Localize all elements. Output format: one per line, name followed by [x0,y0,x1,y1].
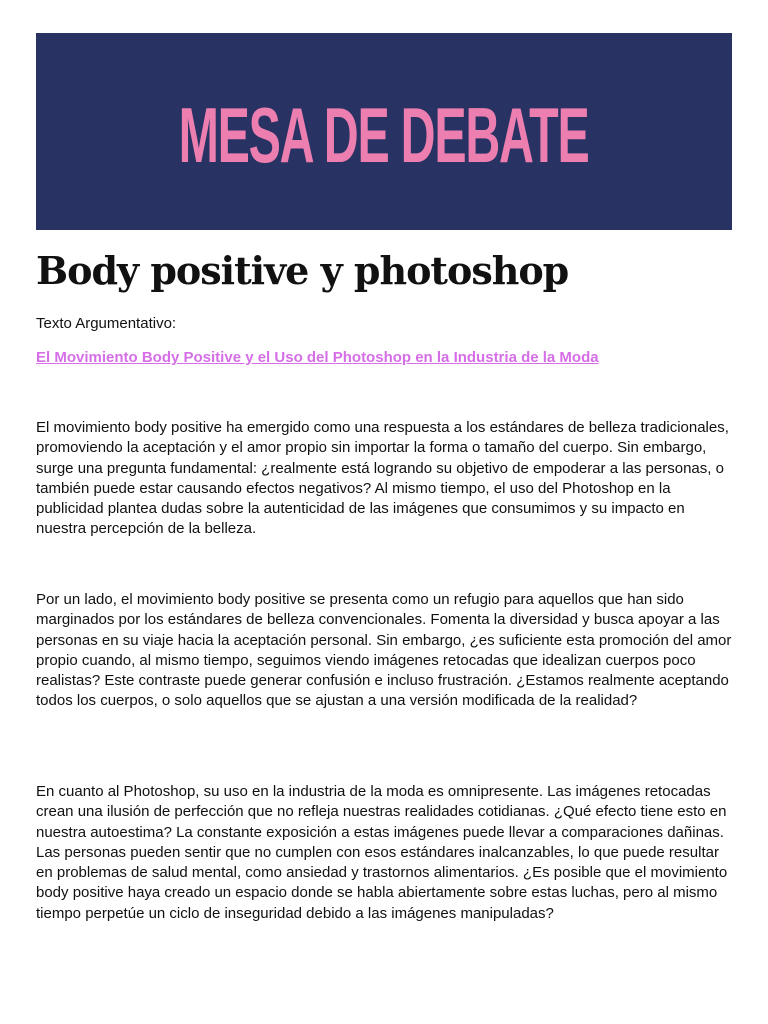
article-link[interactable]: El Movimiento Body Positive y el Uso del Photoshop en la Industria de la Moda [36,349,599,366]
paragraph-3: En cuanto al Photoshop, su uso en la industria de la moda es omnipresente. Las imágenes retocadas crean una ilusión de perfección que no refleja nuestras realidades cotidianas. ¿Qué efecto tiene esto en nuestra autoestima? La constante exposición a estas imágenes puede llevar a comparaciones dañinas. Las personas pueden sentir que no cumplen con esos estándares inalcanzables, lo que puede resultar en problemas de salud mental, como ansiedad y trastornos alimentarios. ¿Es posible que el movimiento body positive haya creado un espacio donde se habla abiertamente sobre estas luchas, pero al mismo tiempo perpetúe un ciclo de inseguridad debido a las imágenes manipuladas? [36,783,728,922]
page-title: Body positive y photoshop [36,248,569,293]
header-banner [36,33,732,230]
banner-title: MESA DE DEBATE [179,90,589,179]
subtitle: Texto Argumentativo: [36,315,177,332]
paragraph-2: Por un lado, el movimiento body positive se presenta como un refugio para aquellos que han sido marginados por los estándares de belleza convencionales. Fomenta la diversidad y busca apoyar a las personas en su viaje hacia la aceptación personal. Sin embargo, ¿es suficiente esta promoción del amor propio cuando, al mismo tiempo, seguimos viendo imágenes retocadas que idealizan cuerpos poco realistas? Este contraste puede generar confusión e incluso frustración. ¿Estamos realmente aceptando todos los cuerpos, o solo aquellos que se ajustan a una versión modificada de la realidad? [36,591,732,710]
paragraph-1: El movimiento body positive ha emergido como una respuesta a los estándares de belleza tradicionales, promoviendo la aceptación y el amor propio sin importar la forma o tamaño del cuerpo. Sin embargo, surge una pregunta fundamental: ¿realmente está logrando su objetivo de empoderar a las personas, o también puede estar causando efectos negativos? Al mismo tiempo, el uso del Photoshop en la publicidad plantea dudas sobre la autenticidad de las imágenes que consumimos y su impacto en nuestra percepción de la belleza. [36,419,729,538]
